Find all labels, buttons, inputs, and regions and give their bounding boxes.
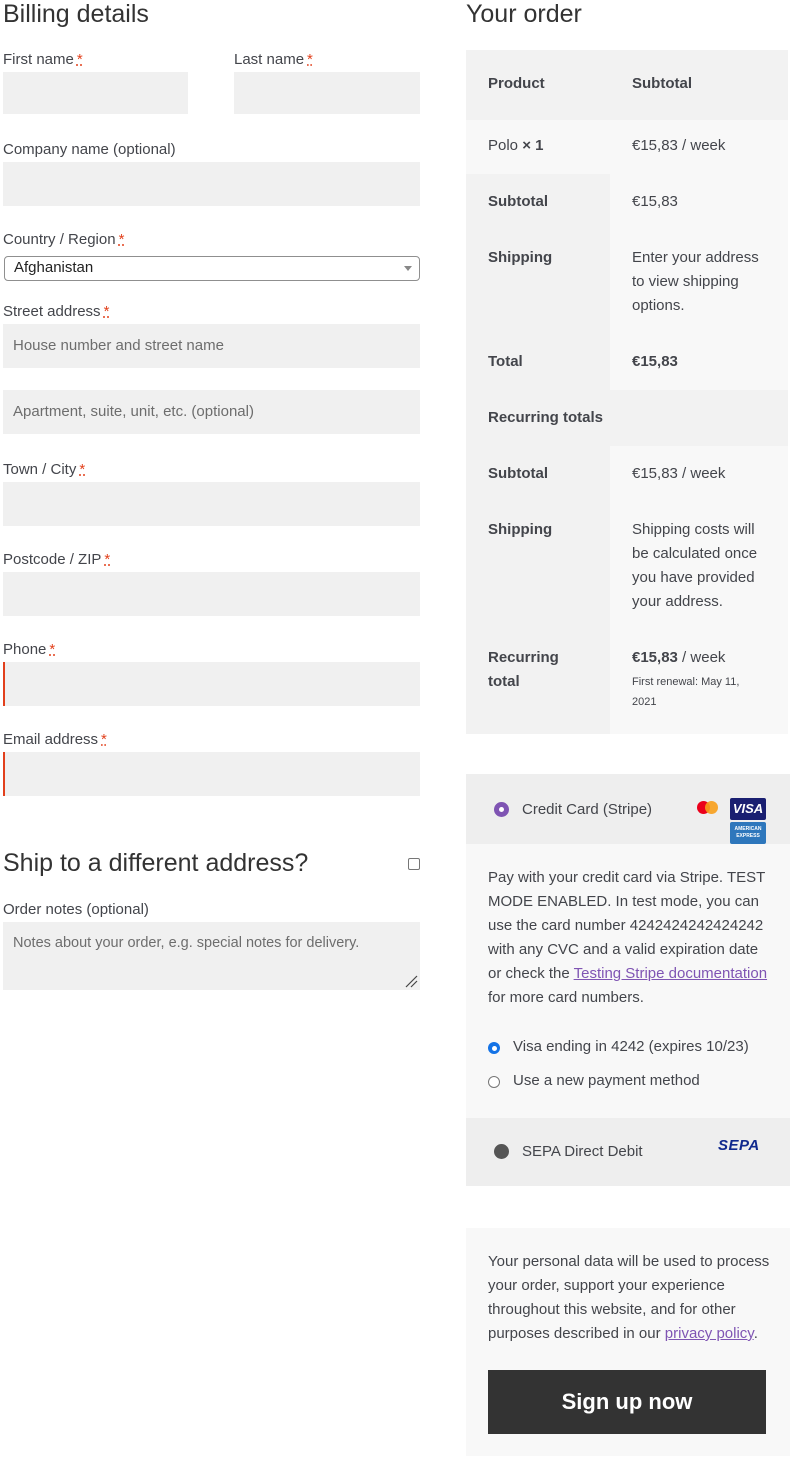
first-renewal: First renewal: May 11, 2021 xyxy=(632,676,740,708)
billing-title: Billing details xyxy=(3,0,149,28)
saved-card-label[interactable]: Visa ending in 4242 (expires 10/23) xyxy=(513,1038,749,1055)
street2-placeholder: Apartment, suite, unit, etc. (optional) xyxy=(13,403,254,420)
postcode-label: Postcode / ZIP * xyxy=(3,551,111,568)
shipping-value: Enter your address to view shipping options. xyxy=(632,249,759,314)
first-name-label: First name * xyxy=(3,51,83,68)
country-value: Afghanistan xyxy=(14,259,94,276)
street-label: Street address * xyxy=(3,303,110,320)
first-name-input[interactable] xyxy=(3,72,188,114)
amex-icon: AMERICAN EXPRESS xyxy=(730,822,766,844)
ship-different-checkbox[interactable] xyxy=(408,858,420,870)
city-label: Town / City * xyxy=(3,461,86,478)
company-input[interactable] xyxy=(3,162,420,206)
stripe-description: Pay with your credit card via Stripe. TEST MODE ENABLED. In test mode, you can use the card number 4242424242424242 with any CVC and a valid expiration date or check the Testing Stripe documentation for more card numbers. xyxy=(488,869,768,1006)
phone-input[interactable] xyxy=(3,662,420,706)
order-notes-label: Order notes (optional) xyxy=(3,901,149,918)
subtotal-label: Subtotal xyxy=(488,193,548,210)
company-label: Company name (optional) xyxy=(3,141,176,158)
shipping-label: Shipping xyxy=(488,249,553,266)
saved-card-radio[interactable] xyxy=(488,1042,500,1054)
product-price: €15,83 / week xyxy=(632,137,726,154)
rec-total-label: Recurring total xyxy=(488,649,559,690)
sepa-radio[interactable] xyxy=(494,1144,509,1159)
payment-methods xyxy=(466,774,790,1186)
ship-different-title: Ship to a different address? xyxy=(3,849,309,877)
rec-total-value: €15,83 / week xyxy=(632,649,726,666)
order-review-table xyxy=(466,50,788,734)
last-name-label: Last name * xyxy=(234,51,313,68)
privacy-policy-link[interactable]: privacy policy xyxy=(664,1325,754,1342)
sepa-label: SEPA Direct Debit xyxy=(522,1143,643,1160)
new-method-label[interactable]: Use a new payment method xyxy=(513,1072,700,1089)
email-input[interactable] xyxy=(3,752,420,796)
order-notes-textarea[interactable] xyxy=(3,922,420,990)
sepa-logo-icon: SEPA xyxy=(718,1137,760,1154)
phone-label: Phone * xyxy=(3,641,56,658)
new-method-radio[interactable] xyxy=(488,1076,500,1088)
col-subtotal: Subtotal xyxy=(632,75,692,92)
recurring-totals-header: Recurring totals xyxy=(488,409,604,426)
last-name-input[interactable] xyxy=(234,72,420,114)
stripe-radio[interactable] xyxy=(494,802,509,817)
product-name: Polo × 1 xyxy=(488,137,544,154)
street2-input[interactable] xyxy=(3,390,420,434)
rec-subtotal-label: Subtotal xyxy=(488,465,548,482)
mastercard-icon xyxy=(695,800,721,818)
total-label: Total xyxy=(488,353,523,370)
email-label: Email address * xyxy=(3,731,107,748)
resize-handle-icon[interactable] xyxy=(404,974,418,988)
order-title: Your order xyxy=(466,0,582,28)
total-value: €15,83 xyxy=(632,353,678,370)
order-notes-placeholder: Notes about your order, e.g. special notes for delivery. xyxy=(13,935,360,951)
place-order-box xyxy=(466,1228,790,1456)
country-select[interactable] xyxy=(4,256,420,281)
rec-subtotal-value: €15,83 / week xyxy=(632,465,726,482)
stripe-label: Credit Card (Stripe) xyxy=(522,801,653,818)
product-qty: × 1 xyxy=(522,137,544,154)
street-input[interactable] xyxy=(3,324,420,368)
privacy-text: Your personal data will be used to process your order, support your experience throughout this website, and for other purposes described in our privacy policy. xyxy=(488,1253,770,1342)
street-placeholder: House number and street name xyxy=(13,337,224,354)
city-input[interactable] xyxy=(3,482,420,526)
country-label: Country / Region * xyxy=(3,231,125,248)
subtotal-value: €15,83 xyxy=(632,193,678,210)
postcode-input[interactable] xyxy=(3,572,420,616)
chevron-down-icon xyxy=(404,266,412,271)
testing-stripe-link[interactable]: Testing Stripe documentation xyxy=(573,965,768,982)
rec-shipping-label: Shipping xyxy=(488,521,553,538)
sign-up-button[interactable]: Sign up now xyxy=(488,1370,766,1434)
rec-shipping-value: Shipping costs will be calculated once you have provided your address. xyxy=(632,521,758,610)
visa-icon: VISA xyxy=(730,798,766,820)
col-product: Product xyxy=(488,75,545,92)
